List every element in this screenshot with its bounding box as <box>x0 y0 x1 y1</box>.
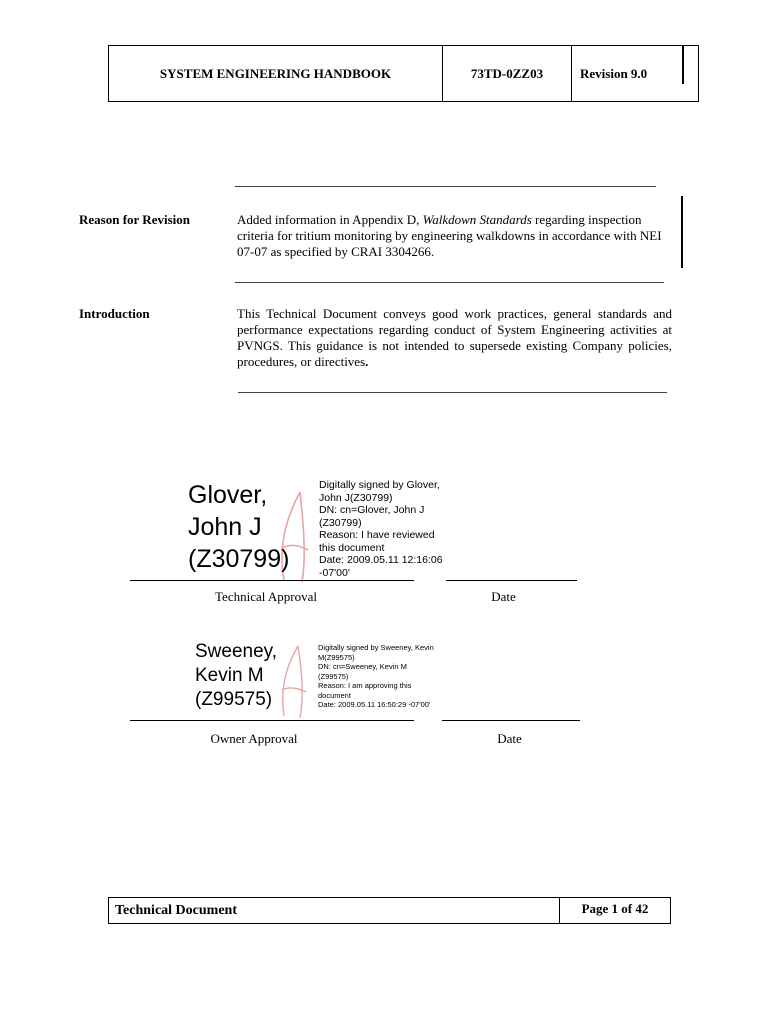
signature-2-detail-line: Digitally signed by Sweeney, Kevin <box>318 643 434 652</box>
reason-text-italic: Walkdown Standards <box>422 212 532 227</box>
signature-1-line <box>130 580 414 581</box>
handbook-title: SYSTEM ENGINEERING HANDBOOK <box>109 46 443 101</box>
signature-2-details <box>318 643 434 710</box>
document-footer-table <box>108 897 671 924</box>
owner-approval-caption: Owner Approval <box>210 731 298 746</box>
signature-2-line <box>130 720 414 721</box>
separator-line <box>235 282 664 283</box>
introduction-text-body: This Technical Document conveys good work practices, general standards and performance expectations regarding conduct of System Engineering activities at PVNGS. This guidance is not intended to supersede existing Company policies, procedures, or directives <box>237 306 672 369</box>
reason-text <box>237 212 673 260</box>
introduction-text <box>237 306 672 370</box>
owner-approval-date-caption: Date <box>497 731 522 746</box>
signature-1-detail-line: DN: cn=Glover, John J <box>319 504 425 516</box>
document-header-table <box>108 45 699 102</box>
signature-1-detail-line: Reason: I have reviewed <box>319 529 435 541</box>
reason-text-part2: regarding inspection criteria for tritium monitoring by engineering walkdowns in accordance with NEI 07-07 as specified by CRAI 3304266. <box>237 212 662 259</box>
separator-line <box>235 186 656 187</box>
revision-change-bar <box>682 46 684 84</box>
signature-1-detail-line: (Z30799) <box>319 516 362 529</box>
signature-2-name-line: Kevin M <box>195 665 264 686</box>
introduction-text-period: . <box>365 354 369 369</box>
signature-2-detail-line: Date: 2009.05.11 16:50:29 -07'00' <box>318 700 431 709</box>
introduction-label: Introduction <box>79 306 150 321</box>
reason-label: Reason for Revision <box>79 212 190 227</box>
signature-2-detail-line: document <box>318 690 351 700</box>
signature-1-details <box>319 479 443 579</box>
signature-1-detail-line: Digitally signed by Glover, <box>319 479 440 491</box>
signature-1-name-line: John J <box>188 513 262 541</box>
signature-1-name-line: (Z30799) <box>188 545 290 573</box>
signature-watermark-icon <box>272 642 312 720</box>
signature-1-detail-line: this document <box>319 541 385 554</box>
separator-line <box>238 392 667 393</box>
reason-change-bar <box>681 196 683 268</box>
document-number: 73TD-0ZZ03 <box>443 46 572 101</box>
revision-label: Revision 9.0 <box>580 65 648 81</box>
signature-2-name <box>195 640 277 712</box>
signature-2-detail-line: DN: cn=Sweeney, Kevin M <box>318 662 407 671</box>
signature-1-detail-line: John J(Z30799) <box>319 491 393 504</box>
revision-cell <box>572 46 698 101</box>
signature-2-detail-line: M(Z99575) <box>318 652 355 662</box>
signature-1-detail-line: -07'00' <box>319 566 350 579</box>
footer-page-number: Page 1 of 42 <box>581 901 649 916</box>
signature-1-date-line <box>446 580 577 581</box>
technical-approval-caption: Technical Approval <box>215 589 317 604</box>
signature-1-detail-line: Date: 2009.05.11 12:16:06 <box>319 554 443 566</box>
reason-text-part1: Added information in Appendix D, <box>237 212 423 227</box>
signature-2-name-line: Sweeney, <box>195 641 278 662</box>
signature-2-name-line: (Z99575) <box>195 689 273 710</box>
technical-approval-date-caption: Date <box>491 589 516 604</box>
signature-2-detail-line: (Z99575) <box>318 671 349 681</box>
signature-1-name-line: Glover, <box>188 481 268 509</box>
signature-2-detail-line: Reason: I am approving this <box>318 681 412 690</box>
footer-document-type: Technical Document <box>109 898 560 923</box>
signature-1-name <box>188 479 289 575</box>
signature-2-date-line <box>442 720 580 721</box>
